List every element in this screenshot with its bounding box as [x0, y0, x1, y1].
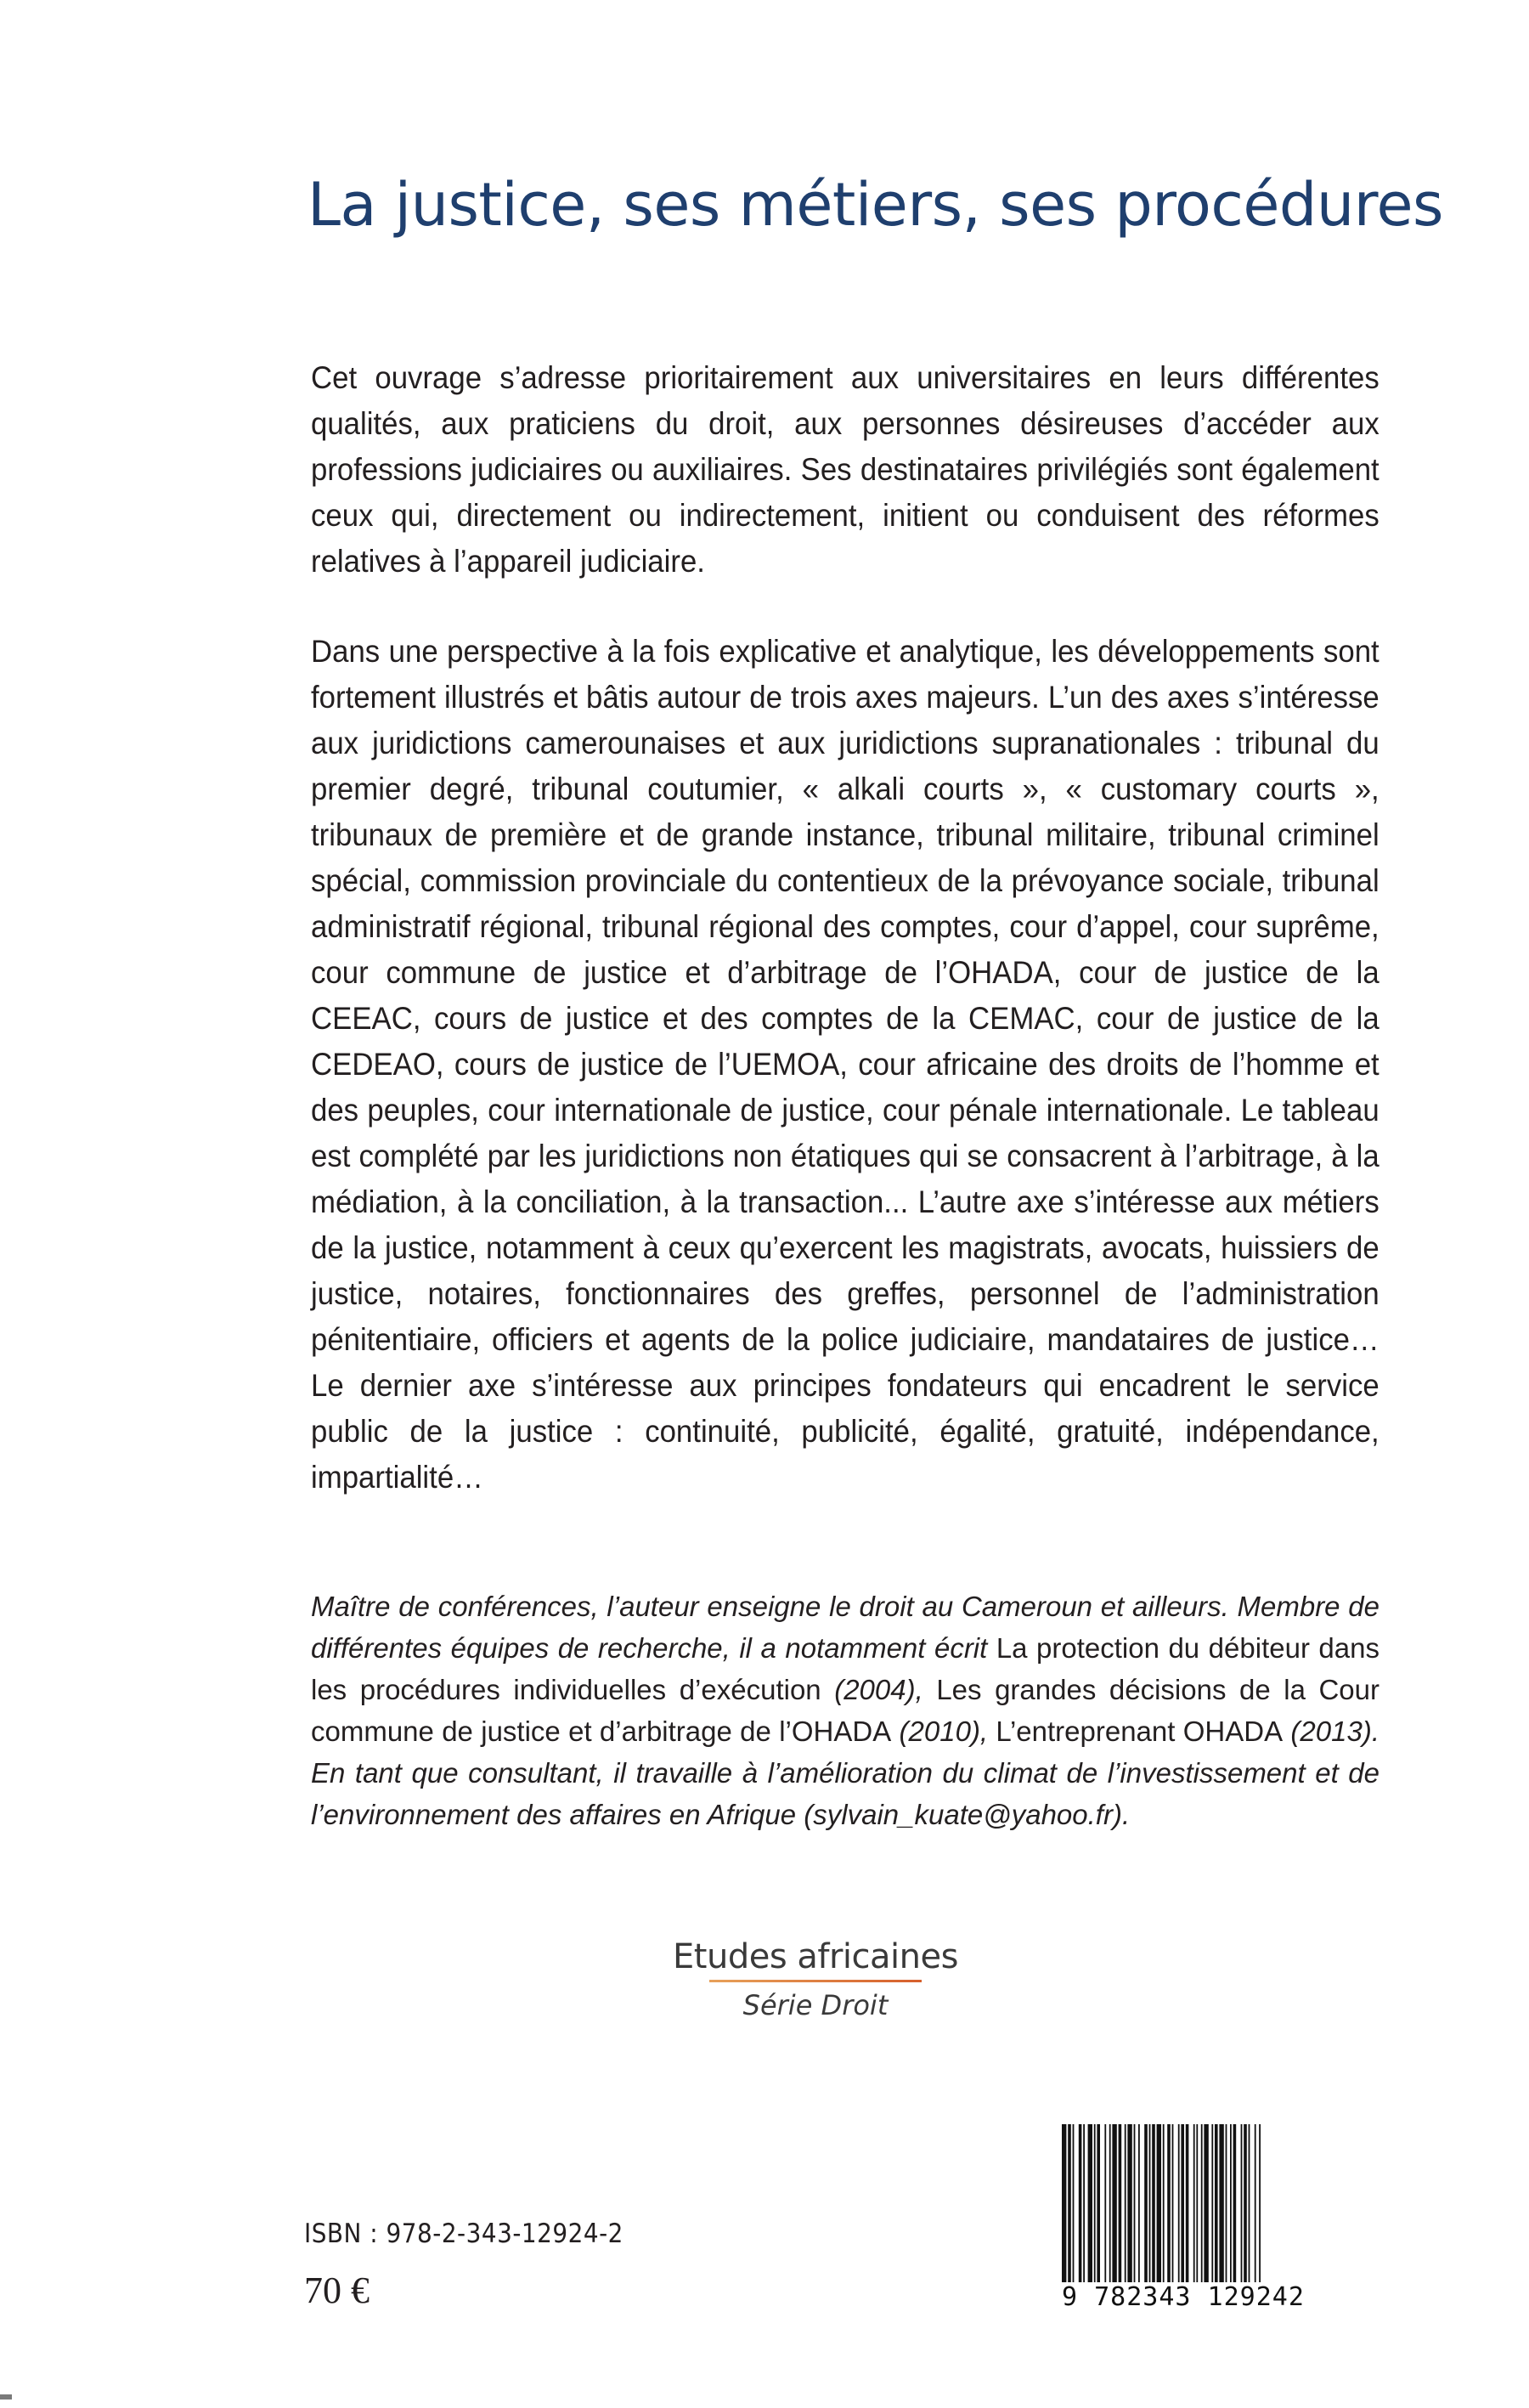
barcode-bar: [1241, 2124, 1243, 2282]
barcode-bar: [1104, 2124, 1106, 2282]
barcode-bar: [1127, 2124, 1131, 2282]
series-block: [595, 1937, 1036, 2021]
book-title: La justice, ses métiers, ses procédures: [307, 170, 1443, 240]
barcode-bar: [1062, 2124, 1066, 2282]
barcode-bar: [1172, 2124, 1174, 2282]
bio-book-3: L’entreprenant OHADA: [996, 1716, 1284, 1747]
barcode-bar: [1249, 2124, 1250, 2282]
bio-outro: En tant que consultant, il travaille à l’amélioration du climat de l’investissement et de l’environnement des affaires en Afrique (sylvain_kuate@yahoo.fr).: [311, 1757, 1379, 1830]
barcode-bar: [1230, 2124, 1232, 2282]
isbn-label: ISBN : 978-2-343-12924-2: [304, 2219, 623, 2249]
barcode-bar: [1109, 2124, 1111, 2282]
barcode-bar: [1163, 2124, 1165, 2282]
bio-intro: Maître de conférences, l’auteur enseigne le droit au Cameroun et ailleurs. Membre de différentes équipes de recherche, il a notamment écrit: [311, 1591, 1379, 1664]
barcode-bar: [1201, 2124, 1203, 2282]
barcode-bar: [1144, 2124, 1148, 2282]
barcode-bar: [1083, 2124, 1085, 2282]
price-label: 70 €: [304, 2270, 370, 2311]
barcode-bar: [1193, 2124, 1195, 2282]
barcode-digits: 9 782343 129242: [1062, 2282, 1330, 2312]
barcode-bar: [1215, 2124, 1218, 2282]
barcode-bar: [1088, 2124, 1092, 2282]
barcode-bar: [1186, 2124, 1189, 2282]
barcode-bar: [1073, 2124, 1075, 2282]
barcode-bar: [1094, 2124, 1096, 2282]
bio-year-1: (2004),: [821, 1674, 937, 1705]
barcode-bar: [1244, 2124, 1247, 2282]
barcode-bar: [1152, 2124, 1155, 2282]
barcode-bar: [1097, 2124, 1100, 2282]
barcode-bar: [1125, 2124, 1126, 2282]
barcode-bar: [1178, 2124, 1180, 2282]
barcode-bar: [1149, 2124, 1151, 2282]
barcode-bar: [1181, 2124, 1184, 2282]
barcode-bar: [1204, 2124, 1208, 2282]
barcode-bar: [1068, 2124, 1071, 2282]
series-underline: [709, 1980, 922, 1982]
barcode-bar: [1233, 2124, 1237, 2282]
barcode-bar: [1196, 2124, 1198, 2282]
barcode-bar: [1119, 2124, 1122, 2282]
edge-mark: [0, 2394, 12, 2400]
barcode-bar: [1259, 2124, 1261, 2282]
author-bio: [311, 1586, 1379, 1835]
bio-book-2: Les grandes décisions de la Cour commune de justice et d’arbitrage de l’OHADA: [311, 1674, 1379, 1747]
summary-paragraph-1: Cet ouvrage s’adresse prioritairement aux universitaires en leurs différentes qualités, aux praticiens du droit, aux personnes désireuses d’accéder aux professions judiciaires ou auxiliaires. Ses destinataires privilégiés sont également ceux qui, directement ou indirectement, initient ou conduisent des réformes relatives à l’appareil judiciaire.: [311, 360, 1379, 579]
barcode-bar: [1157, 2124, 1161, 2282]
barcode-bar: [1079, 2124, 1082, 2282]
barcode-bar: [1112, 2124, 1116, 2282]
barcode-bar: [1226, 2124, 1227, 2282]
bio-year-2: (2010),: [891, 1716, 996, 1747]
bio-year-3: (2013).: [1283, 1716, 1379, 1747]
summary-paragraph-2: Dans une perspective à la fois explicative et analytique, les développements sont fortement illustrés et bâtis autour de trois axes majeurs. L’un des axes s’intéresse aux juridictions camerounaises et aux juridictions supranationales : tribunal du premier degré, tribunal coutumier, « alkali courts », « customary courts », tribunaux de première et de grande instance, tribunal militaire, tribunal criminel spécial, commission provinciale du contentieux de la prévoyance sociale, tribunal administratif régional, tribunal régional des comptes, cour d’appel, cour suprême, cour commune de justice et d’arbitrage de l’OHADA, cour de justice de la CEEAC, cours de justice et des comptes de la CEMAC, cour de justice de la CEDEAO, cours de justice de l’UEMOA, cour africaine des droits de l’homme et des peuples, cour internationale de justice, cour pénale internationale. Le tableau est complété par les juridictions non étatiques qui se consacrent à l’arbitrage, à la médiation, à la conciliation, à la transaction... L’autre axe s’intéresse aux métiers de la justice, notamment à ceux qu’exercent les magistrats, avocats, huissiers de justice, notaires, fonctionnaires des greffes, personnel de l’administration pénitentiaire, officiers et agents de la police judiciaire, mandataires de justice… Le dernier axe s’intéresse aux principes fondateurs qui encadrent le service public de la justice : continuité, publicité, égalité, gratuité, indépendance, impartialité…: [311, 634, 1379, 1495]
barcode-bar: [1138, 2124, 1140, 2282]
barcode-bar: [1167, 2124, 1171, 2282]
barcode-bar: [1255, 2124, 1256, 2282]
barcode-bar: [1219, 2124, 1223, 2282]
barcode-bar: [1211, 2124, 1213, 2282]
barcode-bar: [1134, 2124, 1136, 2282]
bio-book-1: La protection du débiteur dans les procédures individuelles d’exécution: [311, 1632, 1379, 1705]
series-name: Etudes africaines: [673, 1937, 958, 1976]
series-subtitle: Série Droit: [742, 1989, 889, 2021]
